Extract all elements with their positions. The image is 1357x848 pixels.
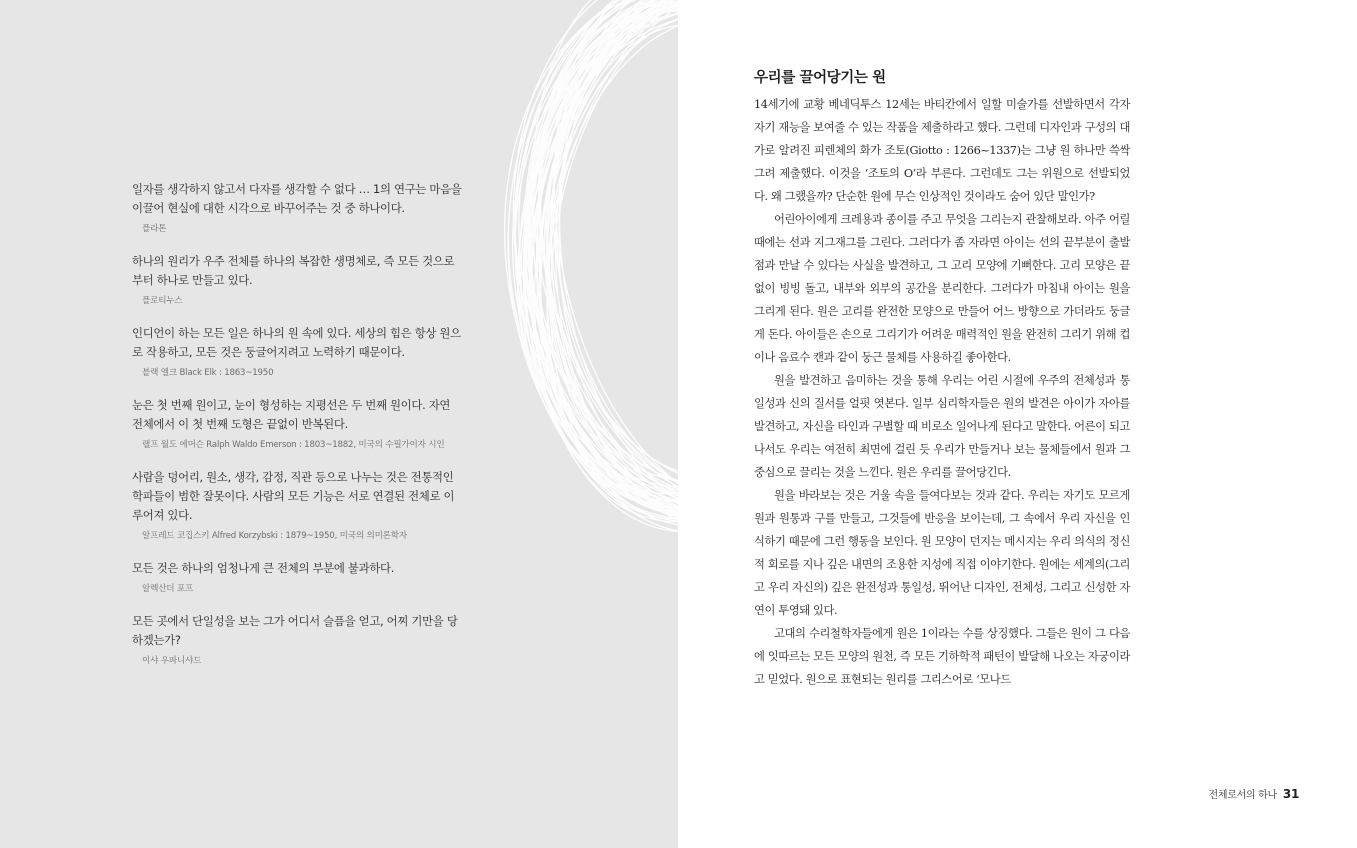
quote-source: 블랙 엘크 Black Elk : 1863~1950 bbox=[142, 368, 274, 378]
quotes-list bbox=[132, 180, 462, 684]
quote-text: 인디언이 하는 모든 일은 하나의 원 속에 있다. 세상의 힘은 항상 원으로 작용하고, 모든 것은 둥글어지려고 노력하기 때문이다. bbox=[132, 326, 461, 359]
quote-source: 플로티누스 bbox=[142, 296, 183, 306]
section-heading: 우리를 끌어당기는 원 bbox=[754, 70, 886, 86]
quote bbox=[132, 559, 462, 596]
quote bbox=[132, 396, 462, 452]
chapter-title: 전체로서의 하나 bbox=[1208, 790, 1277, 801]
paragraph: 원을 발견하고 음미하는 것을 통해 우리는 어린 시절에 우주의 전체성과 통일성과 신의 질서를 얼핏 엿본다. 일부 심리학자들은 원의 발견은 아이가 자아를 발견하고, 자신을 타인과 구별할 때 비로소 일어나게 된다고 말한다. 어른이 되고 나서도 우리는 여전히 최면에 걸린 듯 우리가 만들거나 보는 물체들에서 원과 그 중심으로 끌리는 것을 느낀다. 원은 우리를 끌어당긴다. bbox=[754, 374, 1130, 479]
quote-text: 모든 곳에서 단일성을 보는 그가 어디서 슬픔을 얻고, 어찌 기만을 당하겠는가? bbox=[132, 614, 458, 647]
quote bbox=[132, 252, 462, 308]
page-number: 31 bbox=[1282, 787, 1299, 801]
left-page bbox=[0, 0, 678, 848]
quote-text: 일자를 생각하지 않고서 다자를 생각할 수 없다 … 1의 연구는 마음을 이끌어 현실에 대한 시각으로 바꾸어주는 것 중 하나이다. bbox=[132, 182, 462, 215]
paragraph: 어린아이에게 크레용과 종이를 주고 무엇을 그리는지 관찰해보라. 아주 어릴 때에는 선과 지그재그를 그린다. 그러다가 좀 자라면 아이는 선의 끝부분이 출발점과 만날 수 있다는 사실을 발견하고, 그 고리 모양에 기뻐한다. 고리 모양은 끝없이 빙빙 돌고, 내부와 외부의 공간을 분리한다. 그러다가 마침내 아이는 원을 그리게 된다. 원은 고리를 완전한 모양으로 만들어 어느 방향으로 가더라도 둥글게 돈다. 아이들은 손으로 그리기가 어려운 매력적인 원을 완전히 그리기 위해 컵이나 음료수 캔과 같이 둥근 물체를 사용하길 좋아한다. bbox=[754, 213, 1130, 364]
quote bbox=[132, 180, 462, 236]
scribble-circle-illustration bbox=[490, 0, 678, 640]
quote bbox=[132, 468, 462, 543]
quote bbox=[132, 612, 462, 668]
quote-text: 사람을 덩어리, 원소, 생각, 감정, 직관 등으로 나누는 것은 전통적인 학파들이 범한 잘못이다. 사람의 모든 기능은 서로 연결된 전체로 이루어져 있다. bbox=[132, 470, 455, 522]
quote-source: 알프레드 코집스키 Alfred Korzybski : 1879~1950, 미국의 의미론학자 bbox=[142, 531, 407, 541]
quote-source: 랠프 월도 에머슨 Ralph Waldo Emerson : 1803~1882, 미국의 수필가이자 시인 bbox=[142, 440, 445, 450]
quote-text: 모든 것은 하나의 엄청나게 큰 전체의 부분에 불과하다. bbox=[132, 561, 395, 575]
quote-source: 이샤 우파니샤드 bbox=[142, 656, 202, 666]
quote-source: 플라톤 bbox=[142, 224, 167, 234]
quote-source: 알렉산더 포프 bbox=[142, 584, 194, 594]
quote-text: 하나의 원리가 우주 전체를 하나의 복잡한 생명체로, 즉 모든 것으로부터 하나로 만들고 있다. bbox=[132, 254, 455, 287]
body-text bbox=[754, 93, 1130, 691]
paragraph: 원을 바라보는 것은 거울 속을 들여다보는 것과 같다. 우리는 자기도 모르게 원과 원통과 구를 만들고, 그것들에 반응을 보이는데, 그 속에서 우리 자신을 인식하기 때문에 그런 행동을 보인다. 원 모양이 던지는 메시지는 우리 의식의 정신적 회로를 지나 깊은 내면의 조용한 지성에 직접 이야기한다. 원에는 세계의(그리고 우리 자신의) 깊은 완전성과 통일성, 뛰어난 디자인, 전체성, 그리고 신성한 자연이 투영돼 있다. bbox=[754, 489, 1130, 617]
page-footer bbox=[1208, 786, 1299, 801]
paragraph: 14세기에 교황 베네딕투스 12세는 바티칸에서 일할 미술가를 선발하면서 각자 자기 재능을 보여줄 수 있는 작품을 제출하라고 했다. 그런데 디자인과 구성의 대가로 알려진 피렌체의 화가 조토(Giotto : 1266~1337)는 그냥 원 하나만 쓱싹 그려 제출했다. 이것을 ‘조토의 O’라 부른다. 그런데도 그는 위원으로 선발되었다. 왜 그랬을까? 단순한 원에 무슨 인상적인 것이라도 숨어 있단 말인가? bbox=[754, 98, 1130, 203]
quote-text: 눈은 첫 번째 원이고, 눈이 형성하는 지평선은 두 번째 원이다. 자연 전체에서 이 첫 번째 도형은 끝없이 반복된다. bbox=[132, 398, 451, 431]
paragraph: 고대의 수리철학자들에게 원은 1이라는 수를 상징했다. 그들은 원이 그 다음에 잇따르는 모든 모양의 원천, 즉 모든 기하학적 패턴이 발달해 나오는 자궁이라고 믿었다. 원으로 표현되는 원리를 그리스어로 ‘모나드 bbox=[754, 627, 1130, 686]
quote bbox=[132, 324, 462, 380]
